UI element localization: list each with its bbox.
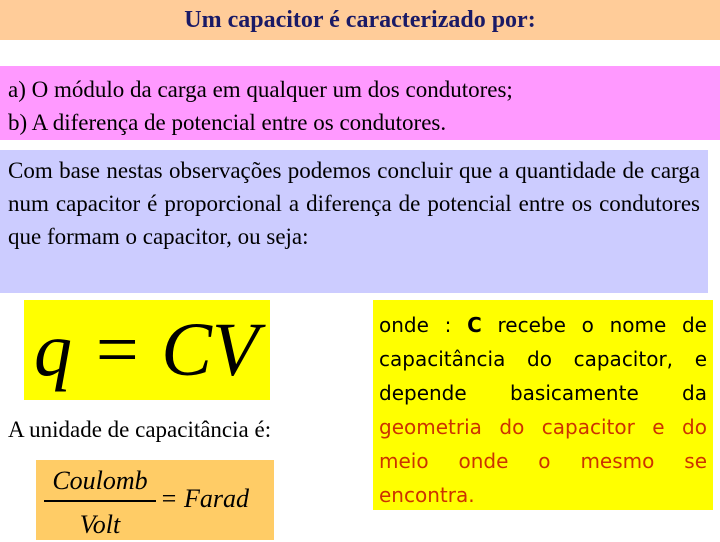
- fraction: [44, 464, 156, 542]
- capacitance-symbol: C: [467, 313, 482, 337]
- description-highlight: geometria do capacitor e do meio onde o mesmo se encontra.: [379, 415, 707, 507]
- conclusion-paragraph: Com base nestas observações podemos concluir que a quantidade de carga num capacitor é proporcional a diferença de potencial entre os condutores que formam o capacitor, ou seja:: [0, 150, 708, 293]
- slide-title: Um capacitor é caracterizado por:: [0, 0, 720, 40]
- unit-fraction: [36, 460, 274, 540]
- fraction-bar: [44, 500, 156, 502]
- fraction-denominator: Volt: [79, 510, 121, 539]
- characteristics-list: [0, 66, 720, 140]
- list-item: b) A diferença de potencial entre os condutores.: [8, 110, 447, 135]
- fraction-result: = Farad: [160, 484, 250, 513]
- capacitance-formula: q = CV: [24, 300, 270, 400]
- unit-label: A unidade de capacitância é:: [8, 417, 272, 442]
- list-item: a) O módulo da carga em qualquer um dos condutores;: [8, 77, 513, 102]
- capacitance-description: [373, 300, 713, 510]
- description-part1: onde :: [379, 313, 468, 337]
- fraction-numerator: Coulomb: [52, 466, 148, 495]
- description-part2: recebe o nome de capacitância do capacitor, e depende basicamente da: [379, 313, 707, 405]
